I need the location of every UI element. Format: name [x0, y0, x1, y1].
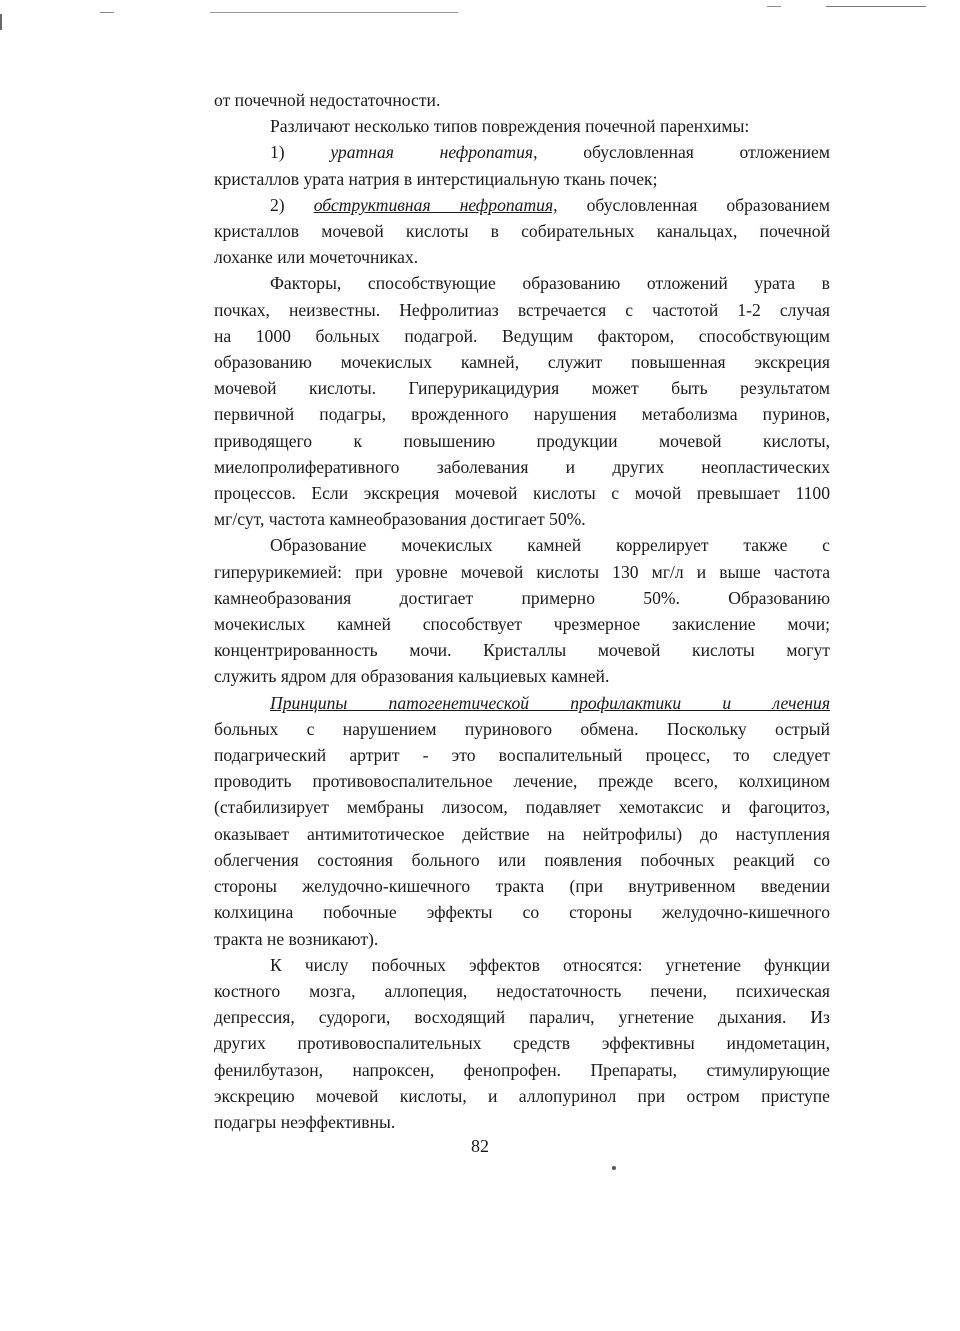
scan-artifact-line: [826, 6, 926, 7]
text-line: почках, неизвестны. Нефролитиаз встречается с частотой 1-2 случая: [214, 299, 830, 320]
paragraph: [214, 87, 830, 113]
text-line: Различают несколько типов повреждения почечной паренхимы:: [270, 116, 750, 137]
text-line: (стабилизирует мембраны лизосом, подавляет хемотаксис и фагоцитоз,: [214, 797, 830, 818]
scan-artifact-line: [767, 6, 781, 7]
text-run: , обусловленная отложением: [533, 142, 830, 163]
text-line: облегчения состояния больного или появления побочных реакций со: [214, 849, 830, 870]
text-line: [214, 192, 830, 218]
scan-artifact-line: [210, 12, 458, 13]
text-line: больных с нарушением пуринового обмена. Поскольку острый: [214, 718, 830, 739]
scan-artifact-mark: [0, 14, 2, 30]
text-line: камнеобразования достигает примерно 50%. Образованию: [214, 587, 830, 608]
scan-artifact-dot: [612, 1166, 616, 1170]
text-line: кристаллов урата натрия в интерстициальную ткань почек;: [214, 168, 658, 189]
scan-artifact-line: [100, 12, 114, 13]
paragraph: [214, 952, 830, 1135]
text-run: 2): [270, 194, 314, 215]
text-line: мочекислых камней способствует чрезмерное закисление мочи;: [214, 614, 830, 635]
text-line: лоханке или мочеточниках.: [214, 247, 419, 268]
text-line: на 1000 больных подагрой. Ведущим фактором, способствующим: [214, 325, 830, 346]
text-line: образованию мочекислых камней, служит повышенная экскреция: [214, 352, 830, 373]
text-line: К числу побочных эффектов относятся: угнетение функции: [270, 954, 830, 975]
text-line: депрессия, судороги, восходящий паралич, угнетение дыхания. Из: [214, 1007, 830, 1028]
text-line: процессов. Если экскреция мочевой кислоты с мочой превышает 1100: [214, 483, 830, 504]
text-line: фенилбутазон, напроксен, фенопрофен. Препараты, стимулирующие: [214, 1059, 830, 1080]
text-line: других противовоспалительных средств эффективны индометацин,: [214, 1033, 830, 1054]
text-line: гиперурикемией: при уровне мочевой кислоты 130 мг/л и выше частота: [214, 561, 830, 582]
paragraph: [214, 192, 830, 271]
text-line: служить ядром для образования кальциевых камней.: [214, 666, 610, 687]
paragraph: [214, 113, 830, 139]
text-line: первичной подагры, врожденного нарушения метаболизма пуринов,: [214, 404, 830, 425]
text-line: Образование мочекислых камней коррелирует также с: [270, 535, 830, 556]
text-line: тракта не возникают).: [214, 928, 379, 949]
text-line: концентрированность мочи. Кристаллы мочевой кислоты могут: [214, 640, 830, 661]
text-line: мочевой кислоты. Гиперурикацидурия может быть результатом: [214, 378, 830, 399]
text-line: костного мозга, аллопеция, недостаточность печени, психическая: [214, 980, 830, 1001]
document-page: [214, 87, 830, 1135]
text-line: подагрический артрит - это воспалительный процесс, то следует: [214, 745, 830, 766]
text-line: [214, 690, 830, 716]
emphasized-term: уратная нефропатия: [330, 142, 534, 163]
text-line: стороны желудочно-кишечного тракта (при внутривенном введении: [214, 876, 830, 897]
text-line: проводить противовоспалительное лечение, прежде всего, колхицином: [214, 771, 830, 792]
paragraph: [214, 139, 830, 191]
paragraph: [214, 690, 830, 952]
text-line: оказывает антимитотическое действие на нейтрофилы) до наступления: [214, 823, 830, 844]
paragraph: [214, 532, 830, 689]
text-line: экскрецию мочевой кислоты, и аллопуринол при остром приступе: [214, 1085, 830, 1106]
text-line: миелопролиферативного заболевания и других неопластических: [214, 456, 830, 477]
page-number: 82: [471, 1136, 489, 1156]
text-run: обусловленная образованием: [557, 194, 830, 215]
text-line: кристаллов мочевой кислоты в собирательных канальцах, почечной: [214, 221, 830, 242]
text-run: 1): [270, 142, 331, 163]
text-line: приводящего к повышению продукции мочевой кислоты,: [214, 430, 830, 451]
text-line: [214, 139, 830, 165]
emphasized-term: Принципы патогенетической профилактики и лечения: [270, 692, 830, 713]
text-line: мг/сут, частота камнеобразования достигает 50%.: [214, 509, 586, 530]
paragraph: [214, 270, 830, 532]
text-line: подагры неэффективны.: [214, 1111, 396, 1132]
text-line: колхицина побочные эффекты со стороны желудочно-кишечного: [214, 902, 830, 923]
text-line: от почечной недостаточности.: [214, 90, 441, 110]
emphasized-term: обструктивная нефропатия,: [313, 194, 558, 215]
text-line: Факторы, способствующие образованию отложений урата в: [270, 273, 830, 294]
